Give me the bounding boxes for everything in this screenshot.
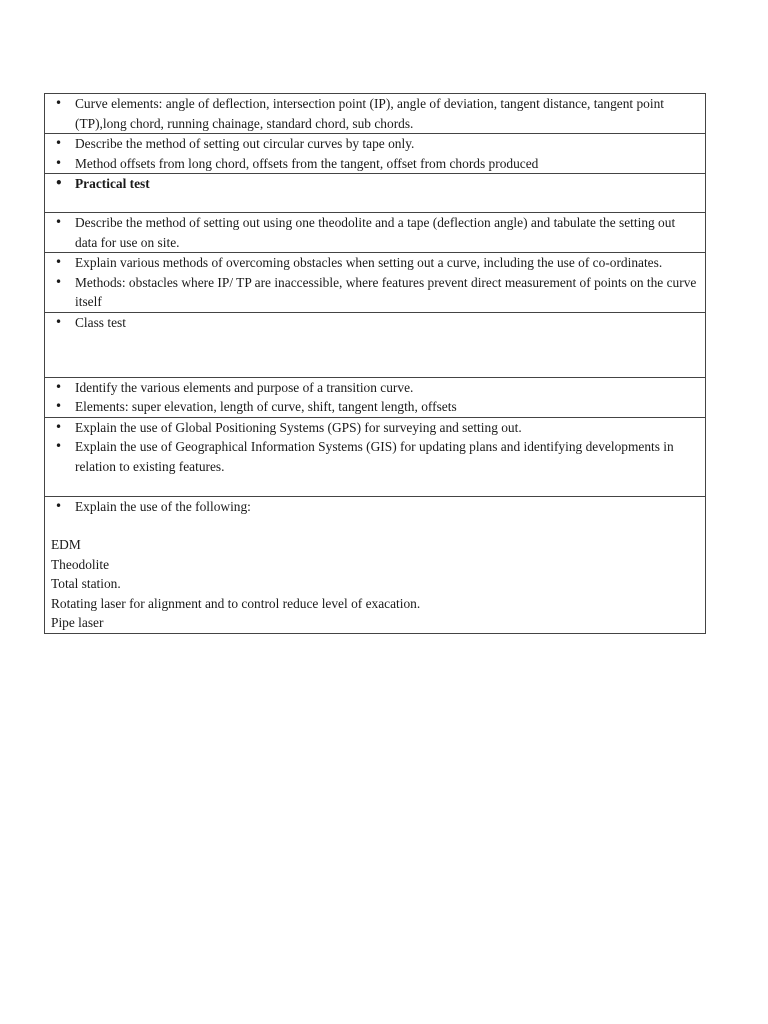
table-row (45, 312, 706, 377)
table-cell (45, 94, 706, 134)
table-row (45, 174, 706, 213)
list-item: • Describe the method of setting out circular curves by tape only. (51, 134, 699, 154)
bullet-list (51, 174, 699, 194)
equipment-line-edm: EDM (51, 537, 81, 552)
bullet-list (51, 497, 699, 517)
list-item: • Explain the use of Geographical Information Systems (GIS) for updating plans and identifying developments in relation to existing features. (51, 437, 699, 476)
table-cell (45, 496, 706, 633)
table-row (45, 94, 706, 134)
spacer (51, 516, 699, 535)
equipment-line-theodolite: Theodolite (51, 556, 110, 572)
list-item: • Elements: super elevation, length of curve, shift, tangent length, offsets (51, 397, 699, 417)
bullet-list (51, 94, 699, 133)
table-cell (45, 253, 706, 313)
table-row (45, 253, 706, 313)
table-cell (45, 174, 706, 213)
bullet-list (51, 378, 699, 417)
table-cell (45, 312, 706, 377)
list-item: • Curve elements: angle of deflection, intersection point (IP), angle of deviation, tangent distance, tangent point (TP),long chord, running chainage, standard chord, sub chords. (51, 94, 699, 133)
bullet-list (51, 253, 699, 312)
table-cell (45, 213, 706, 253)
bullet-list (51, 418, 699, 477)
list-item: • Describe the method of setting out using one theodolite and a tape (deflection angle) and tabulate the setting out data for use on site. (51, 213, 699, 252)
list-item: • Method offsets from long chord, offsets from the tangent, offset from chords produced (51, 154, 699, 174)
syllabus-table (44, 93, 706, 634)
table-cell (45, 134, 706, 174)
list-item: • Explain the use of the following: (51, 497, 699, 517)
list-item: • Methods: obstacles where IP/ TP are inaccessible, where features prevent direct measurement of points on the curve itself (51, 273, 699, 312)
bullet-list (51, 213, 699, 252)
table-row (45, 134, 706, 174)
table-row (45, 496, 706, 633)
equipment-line-pipe-laser: Pipe laser (51, 615, 104, 630)
table-row (45, 377, 706, 417)
list-item: • Explain various methods of overcoming obstacles when setting out a curve, including the use of co-ordinates. (51, 253, 699, 273)
table-cell (45, 417, 706, 496)
table-row (45, 213, 706, 253)
list-item: • Explain the use of Global Positioning Systems (GPS) for surveying and setting out. (51, 418, 699, 438)
list-item-practical-test: • Practical test (51, 174, 699, 194)
bullet-list (51, 313, 699, 333)
equipment-line-rotating-laser: Rotating laser for alignment and to control reduce level of exacation. (51, 595, 421, 611)
equipment-line-total-station: Total station. (51, 576, 121, 591)
list-item-class-test: • Class test (51, 313, 699, 333)
table-cell (45, 377, 706, 417)
bullet-list (51, 134, 699, 173)
list-item: • Identify the various elements and purpose of a transition curve. (51, 378, 699, 398)
table-row (45, 417, 706, 496)
